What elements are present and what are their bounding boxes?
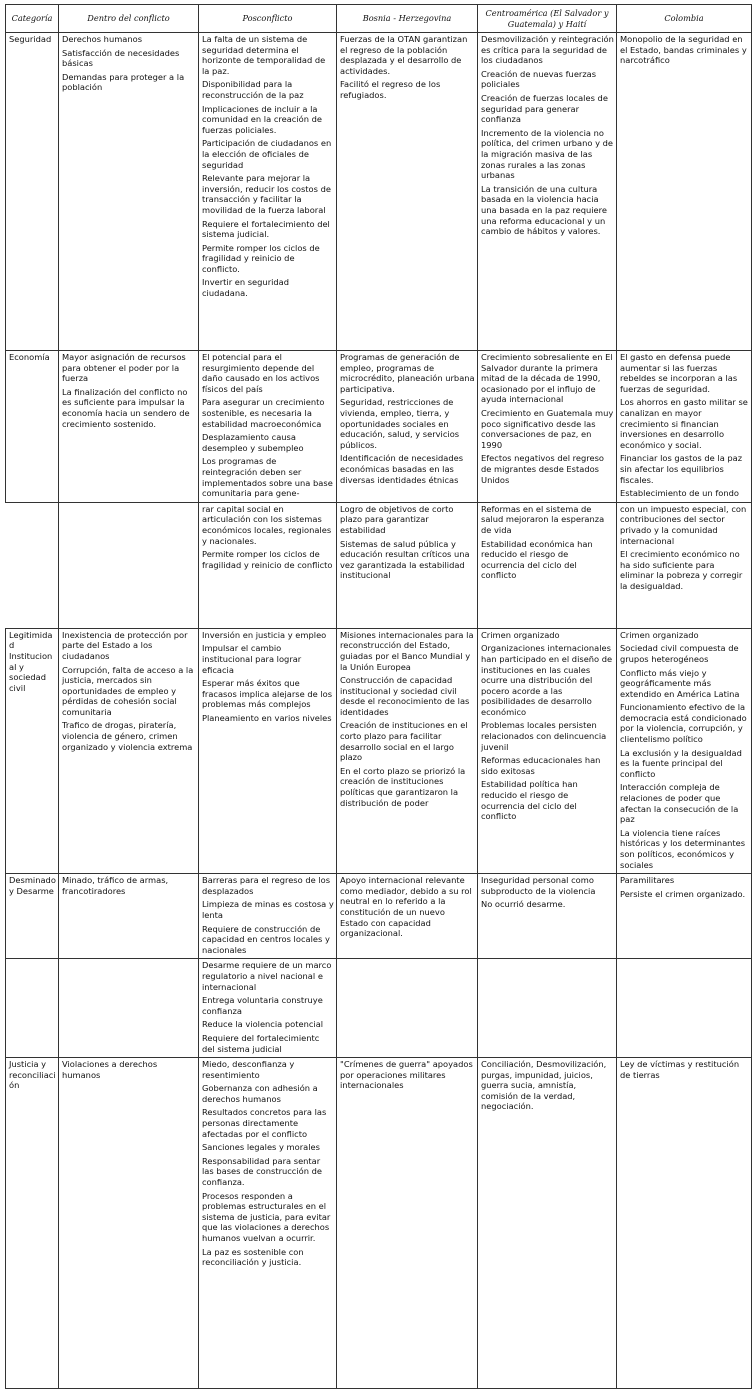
cell-colombia [617, 874, 752, 959]
cell-item: Conflicto más viejo y geográficamente más extendido en América Latina [620, 667, 740, 699]
cell-item: Crecimiento en Guatemala muy poco significativo desde las conversaciones de paz, en 1990 [481, 407, 614, 450]
cell-item: Crimen organizado [481, 629, 560, 640]
cell-bosnia [337, 502, 478, 628]
cell-item: Relevante para mejorar la inversión, reducir los costos de transacción y facilitar la movilidad de la fuerza laboral [202, 173, 331, 215]
table-header [6, 5, 752, 33]
cell-item: Limpieza de minas es costosa y lenta [202, 899, 334, 920]
cell-colombia [617, 351, 752, 503]
cell-item: Barreras para el regreso de los desplazados [202, 875, 331, 896]
cell-bosnia [337, 33, 478, 351]
header-colombia: Colombia [617, 5, 752, 33]
table-row [6, 33, 752, 351]
cell-item: Apoyo internacional relevante como mediador, debido a su rol neutral en lo referido a la constitución de un nuevo Estado con capacidad organizacional. [340, 875, 472, 939]
cell-item: Programas de generación de empleo, programas de microcrédito, planeación urbana participativa. [340, 352, 475, 394]
table-row [6, 628, 752, 873]
cell-item: Requiere del fortalecimientc del sistema judicial [202, 1032, 320, 1054]
table-row [6, 874, 752, 959]
cell-item: Violaciones a derechos humanos [62, 1059, 158, 1080]
cell-item: Sistemas de salud pública y educación resultan críticos una vez garantizada la estabilidad institucional [340, 538, 470, 581]
cell-item: El gasto en defensa puede aumentar si las fuerzas rebeldes se incorporan a las fuerzas de seguridad. [620, 352, 738, 394]
category-cell [6, 959, 59, 1058]
cell-bosnia [337, 874, 478, 959]
cell-bosnia [337, 351, 478, 503]
cell-item: No ocurrió desarme. [481, 899, 566, 910]
cell-item: Interacción compleja de relaciones de poder que afectan la consecución de la paz [620, 782, 739, 825]
cell-item: Miedo, desconfianza y resentimiento [202, 1059, 295, 1080]
cell-item: La exclusión y la desigualdad es la fuente principal del conflicto [620, 747, 742, 779]
cell-during-conflict [59, 502, 199, 628]
cell-item: El potencial para el resurgimiento depende del daño causado en los activos físicos del país [202, 352, 320, 394]
cell-during-conflict [59, 959, 199, 1058]
cell-item: Financiar los gastos de la paz sin afectar los equilibrios fiscales. [620, 453, 743, 485]
cell-item: Problemas locales persisten relacionados con delincuencia juvenil [481, 720, 607, 752]
cell-item: "Crímenes de guerra" apoyados por operaciones militares internacionales [340, 1059, 473, 1091]
category-cell: Desminado y Desarme [6, 874, 59, 959]
cell-item: con un impuesto especial, con contribuciones del sector privado y la comunidad internacional [620, 503, 747, 546]
cell-item: Minado, tráfico de armas, francotiradores [62, 875, 169, 896]
cell-bosnia [337, 628, 478, 873]
table-row [6, 959, 752, 1058]
cell-item: Invertir en seguridad ciudadana. [202, 277, 290, 299]
cell-item: Reformas en el sistema de salud mejoraron la esperanza de vida [481, 503, 605, 535]
header-central-america: Centroamérica (El Salvador y Guatemala) y Haití [478, 5, 617, 33]
cell-item: Paramilitares [620, 875, 675, 886]
cell-item: Entrega voluntaria construye confianza [202, 995, 323, 1016]
cell-item: Implicaciones de incluir a la comunidad en la creación de fuerzas policiales. [202, 103, 323, 135]
cell-item: Incremento de la violencia no política, del crimen urbano y de la migración masiva de las zonas rurales a las zonas urbanas [481, 127, 614, 181]
category-cell [6, 502, 59, 628]
cell-post-conflict [199, 351, 337, 503]
table-row [6, 502, 752, 628]
cell-item: Persiste el crimen organizado. [620, 888, 746, 899]
cell-item: Fuerzas de la OTAN garantizan el regreso de la población desplazada y el desarrollo de actividades. [340, 34, 468, 76]
cell-central-america [478, 874, 617, 959]
cell-item: Misiones internacionales para la reconstrucción del Estado, guiadas por el Banco Mundial y la Unión Europea [340, 629, 474, 672]
cell-item: Gobernanza con adhesión a derechos humanos [202, 1083, 318, 1104]
cell-item: Crimen organizado [620, 629, 699, 640]
cell-item: Trafico de drogas, piratería, violencia de género, crimen organizado y violencia extrema [62, 720, 193, 752]
cell-post-conflict [199, 959, 337, 1058]
cell-item: Conciliación, Desmovilización, purgas, impunidad, juicios, guerra sucia, amnistía, comisión de la verdad, negociación. [481, 1059, 607, 1112]
cell-during-conflict [59, 33, 199, 351]
cell-during-conflict [59, 1058, 199, 1389]
cell-item: Requiere de construcción de capacidad en centros locales y nacionales [202, 923, 330, 955]
cell-item: La finalización del conflicto no es suficiente para impulsar la economía hacia un sendero de crecimiento sostenido. [62, 386, 190, 429]
cell-item: Los programas de reintegración deben ser implementados sobre una base comunitaria para gene- [202, 456, 333, 499]
cell-post-conflict [199, 502, 337, 628]
category-cell: Seguridad [6, 33, 59, 351]
cell-item: Demandas para proteger a la población [62, 71, 185, 93]
cell-item: Identificación de necesidades económicas basadas en las diversas identidades étnicas [340, 453, 464, 485]
cell-colombia [617, 502, 752, 628]
cell-item: El crecimiento económico no ha sido suficiente para eliminar la pobreza y corregir la desigualdad. [620, 549, 743, 591]
category-cell: Legitimidad Institucional y sociedad civil [6, 628, 59, 873]
cell-item: Organizaciones internacionales han participado en el diseño de instituciones en las cuales ocurre una distribución del pocero acorde a las posibilidades de desarrollo económico [481, 643, 613, 717]
cell-item: Creación de instituciones en el corto plazo para facilitar desarrollo social en el largo plazo [340, 720, 468, 763]
cell-central-america [478, 959, 617, 1058]
cell-item: Creación de nuevas fuerzas policiales [481, 68, 597, 90]
cell-bosnia [337, 959, 478, 1058]
table-row [6, 351, 752, 503]
cell-item: Facilitó el regreso de los refugiados. [340, 79, 441, 100]
category-cell: Justicia y reconciliación [6, 1058, 59, 1389]
cell-during-conflict [59, 874, 199, 959]
cell-item: Corrupción, falta de acceso a la justicia, mercados sin oportunidades de empleo y pérdidas de cohesión social comunitaria [62, 664, 194, 717]
cell-item: Para asegurar un crecimiento sostenible, es necesaria la estabilidad macroeconómica [202, 397, 325, 429]
cell-item: Funcionamiento efectivo de la democracia está condicionado por la violencia, corrupción, y clientelismo político [620, 702, 747, 745]
cell-post-conflict [199, 1058, 337, 1389]
cell-item: Disponibilidad para la reconstrucción de la paz [202, 79, 304, 100]
cell-item: rar capital social en articulación con los sistemas económicos locales, regionales y nacionales. [202, 503, 332, 546]
cell-item: Esperar más éxitos que fracasos implica alejarse de los problemas más complejos [202, 678, 333, 710]
cell-item: Impulsar el cambio institucional para lograr eficacia [202, 643, 302, 675]
cell-item: Responsabilidad para sentar las bases de construcción de confianza. [202, 1155, 323, 1188]
cell-item: Procesos responden a problemas estructurales en el sistema de justicia, para evitar que las violaciones a derechos humanos vuelvan a ocurrir. [202, 1190, 331, 1243]
cell-item: Los ahorros en gasto militar se canalizan en mayor crecimiento si financian inversiones en desarrollo económico y social. [620, 397, 748, 450]
cell-item: La falta de un sistema de seguridad determina el horizonte de temporalidad de la paz. [202, 34, 326, 76]
cell-item: Establecimiento de un fondo [620, 488, 739, 499]
cell-central-america [478, 628, 617, 873]
cell-item: Crecimiento sobresaliente en El Salvador durante la primera mitad de la década de 1990, ocasionado por el influjo de ayuda internacional [481, 352, 613, 405]
cell-post-conflict [199, 33, 337, 351]
cell-colombia [617, 33, 752, 351]
cell-item: Inexistencia de protección por parte del Estado a los ciudadanos [62, 629, 188, 661]
cell-item: En el corto plazo se priorizó la creación de instituciones políticas que garantizaron la distribución de poder [340, 765, 466, 808]
cell-item: Efectos negativos del regreso de migrantes desde Estados Unidos [481, 453, 604, 485]
cell-item: Inseguridad personal como subproducto de la violencia [481, 875, 596, 896]
cell-item: Desmovilización y reintegración es crítica para la seguridad de los ciudadanos [481, 34, 614, 66]
header-category: Categoría [6, 5, 59, 33]
cell-colombia [617, 1058, 752, 1389]
table-row [6, 1058, 752, 1389]
category-cell: Economía [6, 351, 59, 503]
cell-central-america [478, 1058, 617, 1389]
cell-during-conflict [59, 628, 199, 873]
cell-item: La transición de una cultura basada en la violencia hacia una basada en la paz requiere una reforma educacional y un cambio de hábitos y valores. [481, 183, 607, 237]
cell-item: Planeamiento en varios niveles [202, 712, 332, 723]
cell-central-america [478, 351, 617, 503]
cell-item: Mayor asignación de recursos para obtener el poder por la fuerza [62, 352, 186, 384]
cell-item: Resultados concretos para las personas directamente afectadas por el conflicto [202, 1107, 327, 1139]
cell-item: Permite romper los ciclos de fragilidad y reinicio de conflicto. [202, 242, 320, 274]
cell-colombia [617, 628, 752, 873]
header-post-conflict: Posconflicto [199, 5, 337, 33]
cell-item: Monopolio de la seguridad en el Estado, bandas criminales y narcotráfico [620, 34, 747, 66]
header-during-conflict: Dentro del conflicto [59, 5, 199, 33]
cell-item: Desarme requiere de un marco regulatorio a nivel nacional e internacional [202, 960, 332, 992]
cell-item: Permite romper los ciclos de fragilidad y reinicio de conflicto [202, 549, 333, 570]
cell-item: Sanciones legales y morales [202, 1142, 320, 1153]
cell-during-conflict [59, 351, 199, 503]
cell-item: Construcción de capacidad institucional y sociedad civil desde el reconocimiento de las identidades [340, 675, 470, 717]
cell-item: Participación de ciudadanos en la elección de oficiales de seguridad [202, 138, 332, 170]
cell-item: Estabilidad política han reducido el riesgo de ocurrencia del ciclo del conflicto [481, 779, 578, 822]
comparison-table [5, 4, 752, 1389]
cell-item: Inversión en justicia y empleo [202, 629, 327, 640]
cell-bosnia [337, 1058, 478, 1389]
cell-central-america [478, 33, 617, 351]
cell-item: Sociedad civil compuesta de grupos heterogéneos [620, 643, 739, 664]
cell-item: Logro de objetivos de corto plazo para garantizar estabilidad [340, 503, 454, 535]
cell-item: Seguridad, restricciones de vivienda, empleo, tierra, y oportunidades sociales en educación, salud, y servicios públicos. [340, 397, 460, 450]
cell-post-conflict [199, 628, 337, 873]
cell-item: Reformas educacionales han sido exitosas [481, 755, 601, 776]
header-bosnia: Bosnia - Herzegovina [337, 5, 478, 33]
cell-item: Desplazamiento causa desempleo y subempleo [202, 432, 304, 453]
cell-item: Estabilidad económica han reducido el riesgo de ocurrencia del ciclo del conflicto [481, 538, 593, 581]
cell-central-america [478, 502, 617, 628]
cell-post-conflict [199, 874, 337, 959]
cell-item: Requiere el fortalecimiento del sistema judicial. [202, 218, 330, 240]
cell-item: La violencia tiene raíces históricas y los determinantes son políticos, económicos y sociales [620, 827, 746, 870]
table-body [6, 33, 752, 1389]
cell-item: Satisfacción de necesidades básicas [62, 47, 180, 69]
cell-item: Ley de víctimas y restitución de tierras [620, 1059, 740, 1080]
cell-item: Creación de fuerzas locales de seguridad para generar confianza [481, 92, 608, 125]
cell-item: Derechos humanos [62, 34, 143, 44]
cell-item: La paz es sostenible con reconciliación y justicia. [202, 1246, 304, 1268]
cell-colombia [617, 959, 752, 1058]
cell-item: Reduce la violencia potencial [202, 1019, 324, 1030]
